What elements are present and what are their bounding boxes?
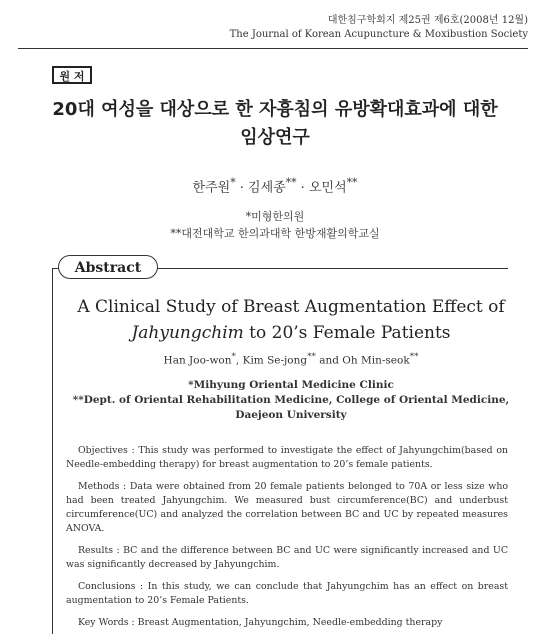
english-authors — [62, 352, 520, 367]
korean-author-1: 한주원 — [192, 180, 231, 196]
korean-author-2-mark: ** — [285, 176, 297, 189]
korean-author-3: 오민석 — [308, 180, 347, 196]
header-rule — [18, 48, 528, 49]
korean-author-separator: · — [235, 180, 249, 196]
english-author-2-mark: ** — [307, 352, 316, 362]
korean-author-2: 김세종 — [248, 180, 286, 196]
english-author-3-mark: ** — [409, 352, 419, 362]
korean-authors — [0, 176, 550, 195]
english-author-separator: , — [235, 354, 243, 367]
korean-title — [30, 96, 520, 152]
english-title — [62, 294, 520, 346]
english-affiliation-3: Daejeon University — [235, 409, 347, 421]
abstract-results: Results : BC and the difference between BC and UC were significantly increased and UC was significantly decreased by Jahyungchim. — [66, 545, 508, 570]
abstract-body — [66, 444, 508, 638]
abstract-keywords: Key Words : Breast Augmentation, Jahyungchim, Needle-embedding therapy — [78, 617, 443, 628]
abstract-methods: Methods : Data were obtained from 20 female patients belonged to 70A or less size who had been treated Jahyungchim. We measured bust circumference(BC) and underbust circumference(UC) and analyzed the correlation between BC and UC by repeated measures ANOVA. — [66, 481, 508, 534]
english-title-line2 — [62, 320, 520, 346]
abstract-objectives: Objectives : This study was performed to investigate the effect of Jahyungchim(based on Needle-embedding therapy) for breast augmentation to 20’s female patients. — [66, 445, 508, 470]
english-title-line1: A Clinical Study of Breast Augmentation Effect of — [77, 297, 505, 317]
english-author-3: Oh Min-seok — [342, 354, 410, 367]
abstract-conclusions: Conclusions : In this study, we can conclude that Jahyungchim has an effect on breast augmentation to 20’s Female Patients. — [66, 581, 508, 606]
journal-name-english: The Journal of Korean Acupuncture & Moxibustion Society — [229, 29, 528, 40]
korean-affiliation-2: **대전대학교 한의과대학 한방재활의학교실 — [170, 227, 380, 240]
english-author-1: Han Joo-won — [163, 354, 232, 367]
korean-author-3-mark: ** — [346, 176, 358, 189]
english-author-separator: and — [315, 354, 343, 367]
english-affiliations — [62, 378, 520, 423]
english-affiliation-1: *Mihyung Oriental Medicine Clinic — [188, 379, 394, 391]
korean-title-line1: 20대 여성을 대상으로 한 자흉침의 유방확대효과에 대한 — [52, 99, 498, 120]
abstract-label: Abstract — [58, 255, 158, 279]
english-author-2: Kim Se-jong — [242, 354, 308, 367]
journal-header — [230, 14, 528, 42]
article-type-badge: 원 저 — [52, 66, 92, 84]
journal-name-korean: 대한침구학회지 제25권 제6호(2008년 12월) — [327, 15, 528, 26]
english-author-1-mark: * — [231, 352, 236, 362]
korean-author-separator: · — [296, 180, 309, 196]
korean-affiliations — [0, 208, 550, 242]
english-title-italic: Jahyungchim — [131, 323, 244, 343]
korean-author-1-mark: * — [230, 176, 236, 189]
english-affiliation-2: **Dept. of Oriental Rehabilitation Medicine, College of Oriental Medicine, — [72, 394, 510, 406]
english-title-rest: to 20’s Female Patients — [243, 323, 451, 343]
korean-title-line2: 임상연구 — [240, 127, 310, 148]
korean-affiliation-1: *미형한의원 — [245, 210, 305, 223]
